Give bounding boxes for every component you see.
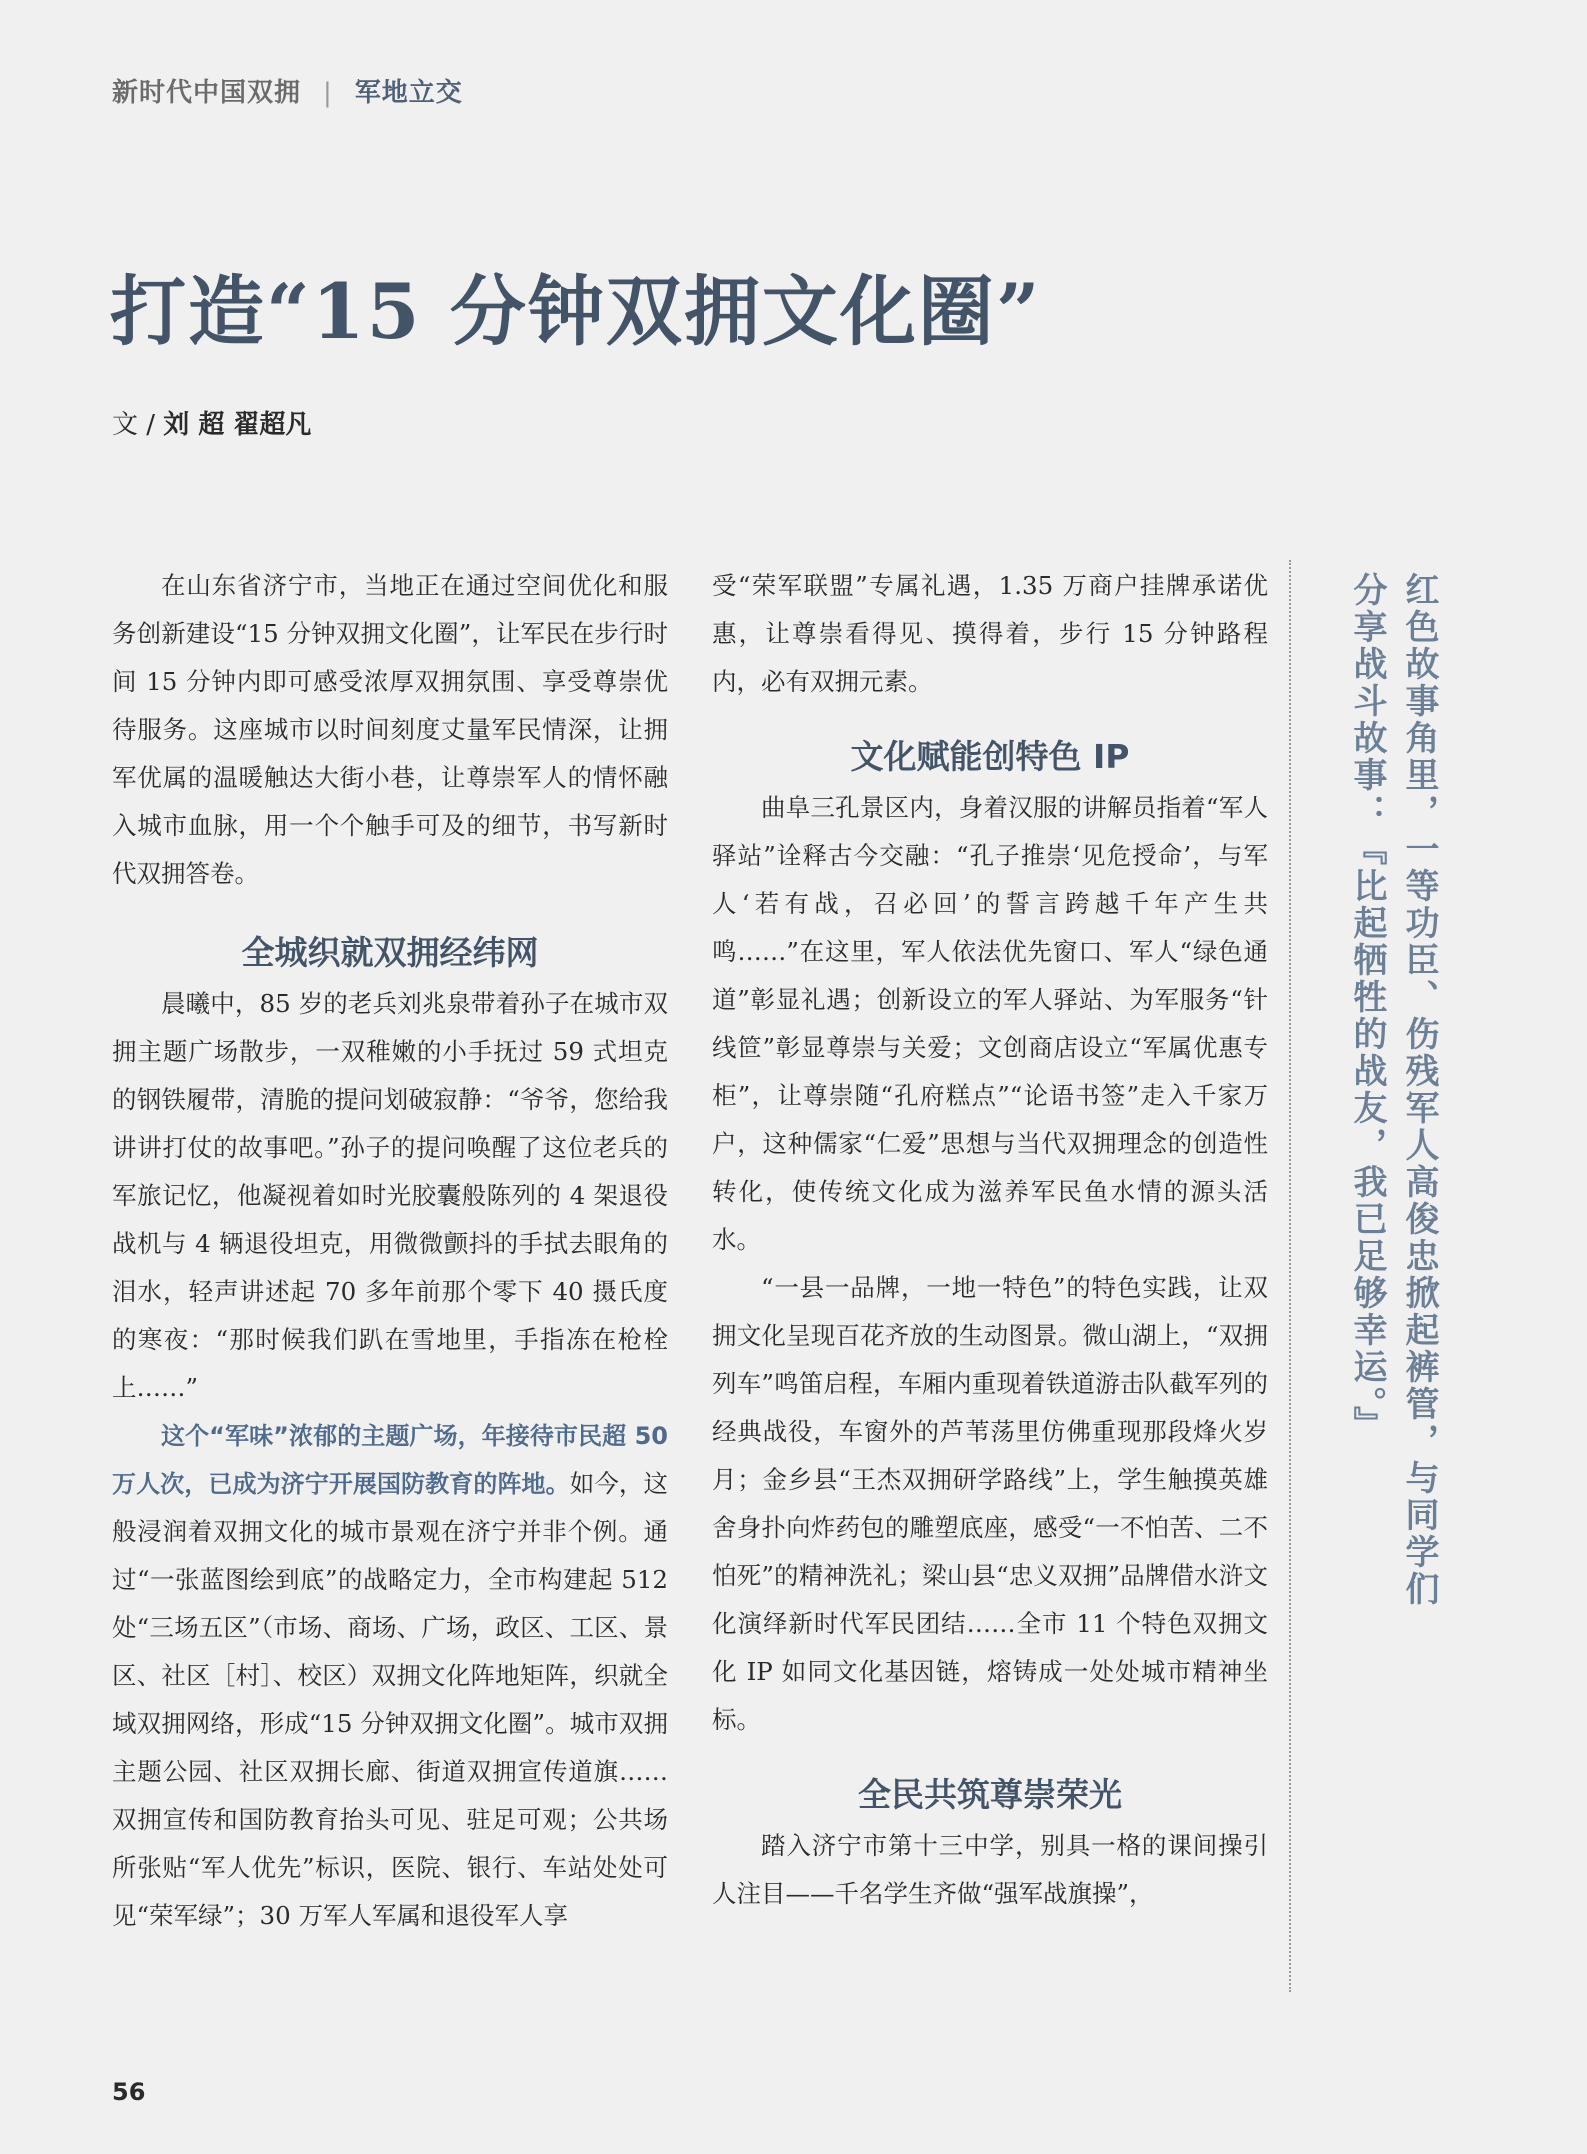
left-column [112,562,668,1940]
right-column [712,562,1268,1918]
continued-paragraph: 受“荣军联盟”专属礼遇，1.35 万商户挂牌承诺优惠，让尊崇看得见、摸得着，步行 15 分钟路程内，必有双拥元素。 [712,571,1268,696]
body-paragraph: 踏入济宁市第十三中学，别具一格的课间操引人注目——千名学生齐做“强军战旗操”， [712,1831,1268,1908]
emphasis-paragraph [112,1412,668,1940]
emphasis-text: 这个“军味”浓郁的主题广场，年接待市民超 50 万人次，已成为济宁开展国防教育的阵地。 [112,1422,668,1498]
page-number: 56 [112,2078,146,2106]
byline [112,404,311,441]
intro-paragraph: 在山东省济宁市，当地正在通过空间优化和服务创新建设“15 分钟双拥文化圈”，让军民在步行时间 15 分钟内即可感受浓厚双拥氛围、享受尊崇优待服务。这座城市以时间刻度丈量军民情深，让拥军优属的温暖触达大街小巷，让尊崇军人的情怀融入城市血脉，用一个个触手可及的细节，书写新时代双拥答卷。 [112,571,668,888]
body-paragraph: 晨曦中，85 岁的老兵刘兆泉带着孙子在城市双拥主题广场散步，一双稚嫩的小手抚过 59 式坦克的钢铁履带，清脆的提问划破寂静：“爷爷，您给我讲讲打仗的故事吧。”孙子的提问唤醒了这位老兵的军旅记忆，他凝视着如时光胶囊般陈列的 4 架退役战机与 4 辆退役坦克，用微微颤抖的手拭去眼角的泪水，轻声讲述起 70 多年前那个零下 40 摄氏度的寒夜：“那时候我们趴在雪地里，手指冻在枪栓上……” [112,989,668,1402]
running-header [112,72,463,109]
column-divider [1289,560,1291,1992]
article-title: 打造“15 分钟双拥文化圈” [110,267,1042,356]
body-paragraph: “一县一品牌，一地一特色”的特色实践，让双拥文化呈现百花齐放的生动图景。微山湖上，“双拥列车”鸣笛启程，车厢内重现着铁道游击队截军列的经典战役，车窗外的芦苇荡里仿佛重现那段烽火岁月；金乡县“王杰双拥研学路线”上，学生触摸英雄舍身扑向炸药包的雕塑底座，感受“一不怕苦、二不怕死”的精神洗礼；梁山县“忠义双拥”品牌借水浒文化演绎新时代军民团结……全市 11 个特色双拥文化 IP 如同文化基因链，熔铸成一处处城市精神坐标。 [712,1273,1268,1734]
byline-authors: 刘 超 翟超凡 [163,410,312,440]
header-separator: | [323,78,333,108]
column-name: 新时代中国双拥 [112,78,302,108]
pull-quote: 红色故事角里，一等功臣、伤残军人高俊忠掀起裤管，与同学们分享战斗故事：『比起牺牲的战友，我已足够幸运。』 [1347,572,1439,1608]
section-heading: 文化赋能创特色 IP [850,737,1130,776]
byline-prefix: 文 / [112,410,164,440]
body-text: 如今，这般浸润着双拥文化的城市景观在济宁并非个例。通过“一张蓝图绘到底”的战略定力，全市构建起 512 处“三场五区”（市场、商场、广场，政区、工区、景区、社区［村］、校区）双拥文化阵地矩阵，织就全域双拥网络，形成“15 分钟双拥文化圈”。城市双拥主题公园、社区双拥长廊、街道双拥宣传道旗……双拥宣传和国防教育抬头可见、驻足可观；公共场所张贴“军人优先”标识，医院、银行、车站处处可见“荣军绿”；30 万军人军属和退役军人享 [112,1469,669,1930]
body-paragraph: 曲阜三孔景区内，身着汉服的讲解员指着“军人驿站”诠释古今交融：“孔子推崇‘见危授命’，与军人‘若有战，召必回’的誓言跨越千年产生共鸣……”在这里，军人依法优先窗口、军人“绿色通道”彰显礼遇；创新设立的军人驿站、为军服务“针线笸”彰显尊崇与关爱；文创商店设立“军属优惠专柜”，让尊崇随“孔府糕点”“论语书签”走入千家万户，这种儒家“仁爱”思想与当代双拥理念的创造性转化，使传统文化成为滋养军民鱼水情的源头活水。 [712,793,1268,1254]
section-heading: 全城织就双拥经纬网 [241,933,539,972]
section-heading: 全民共筑尊崇荣光 [858,1775,1122,1814]
section-name: 军地立交 [354,78,463,108]
